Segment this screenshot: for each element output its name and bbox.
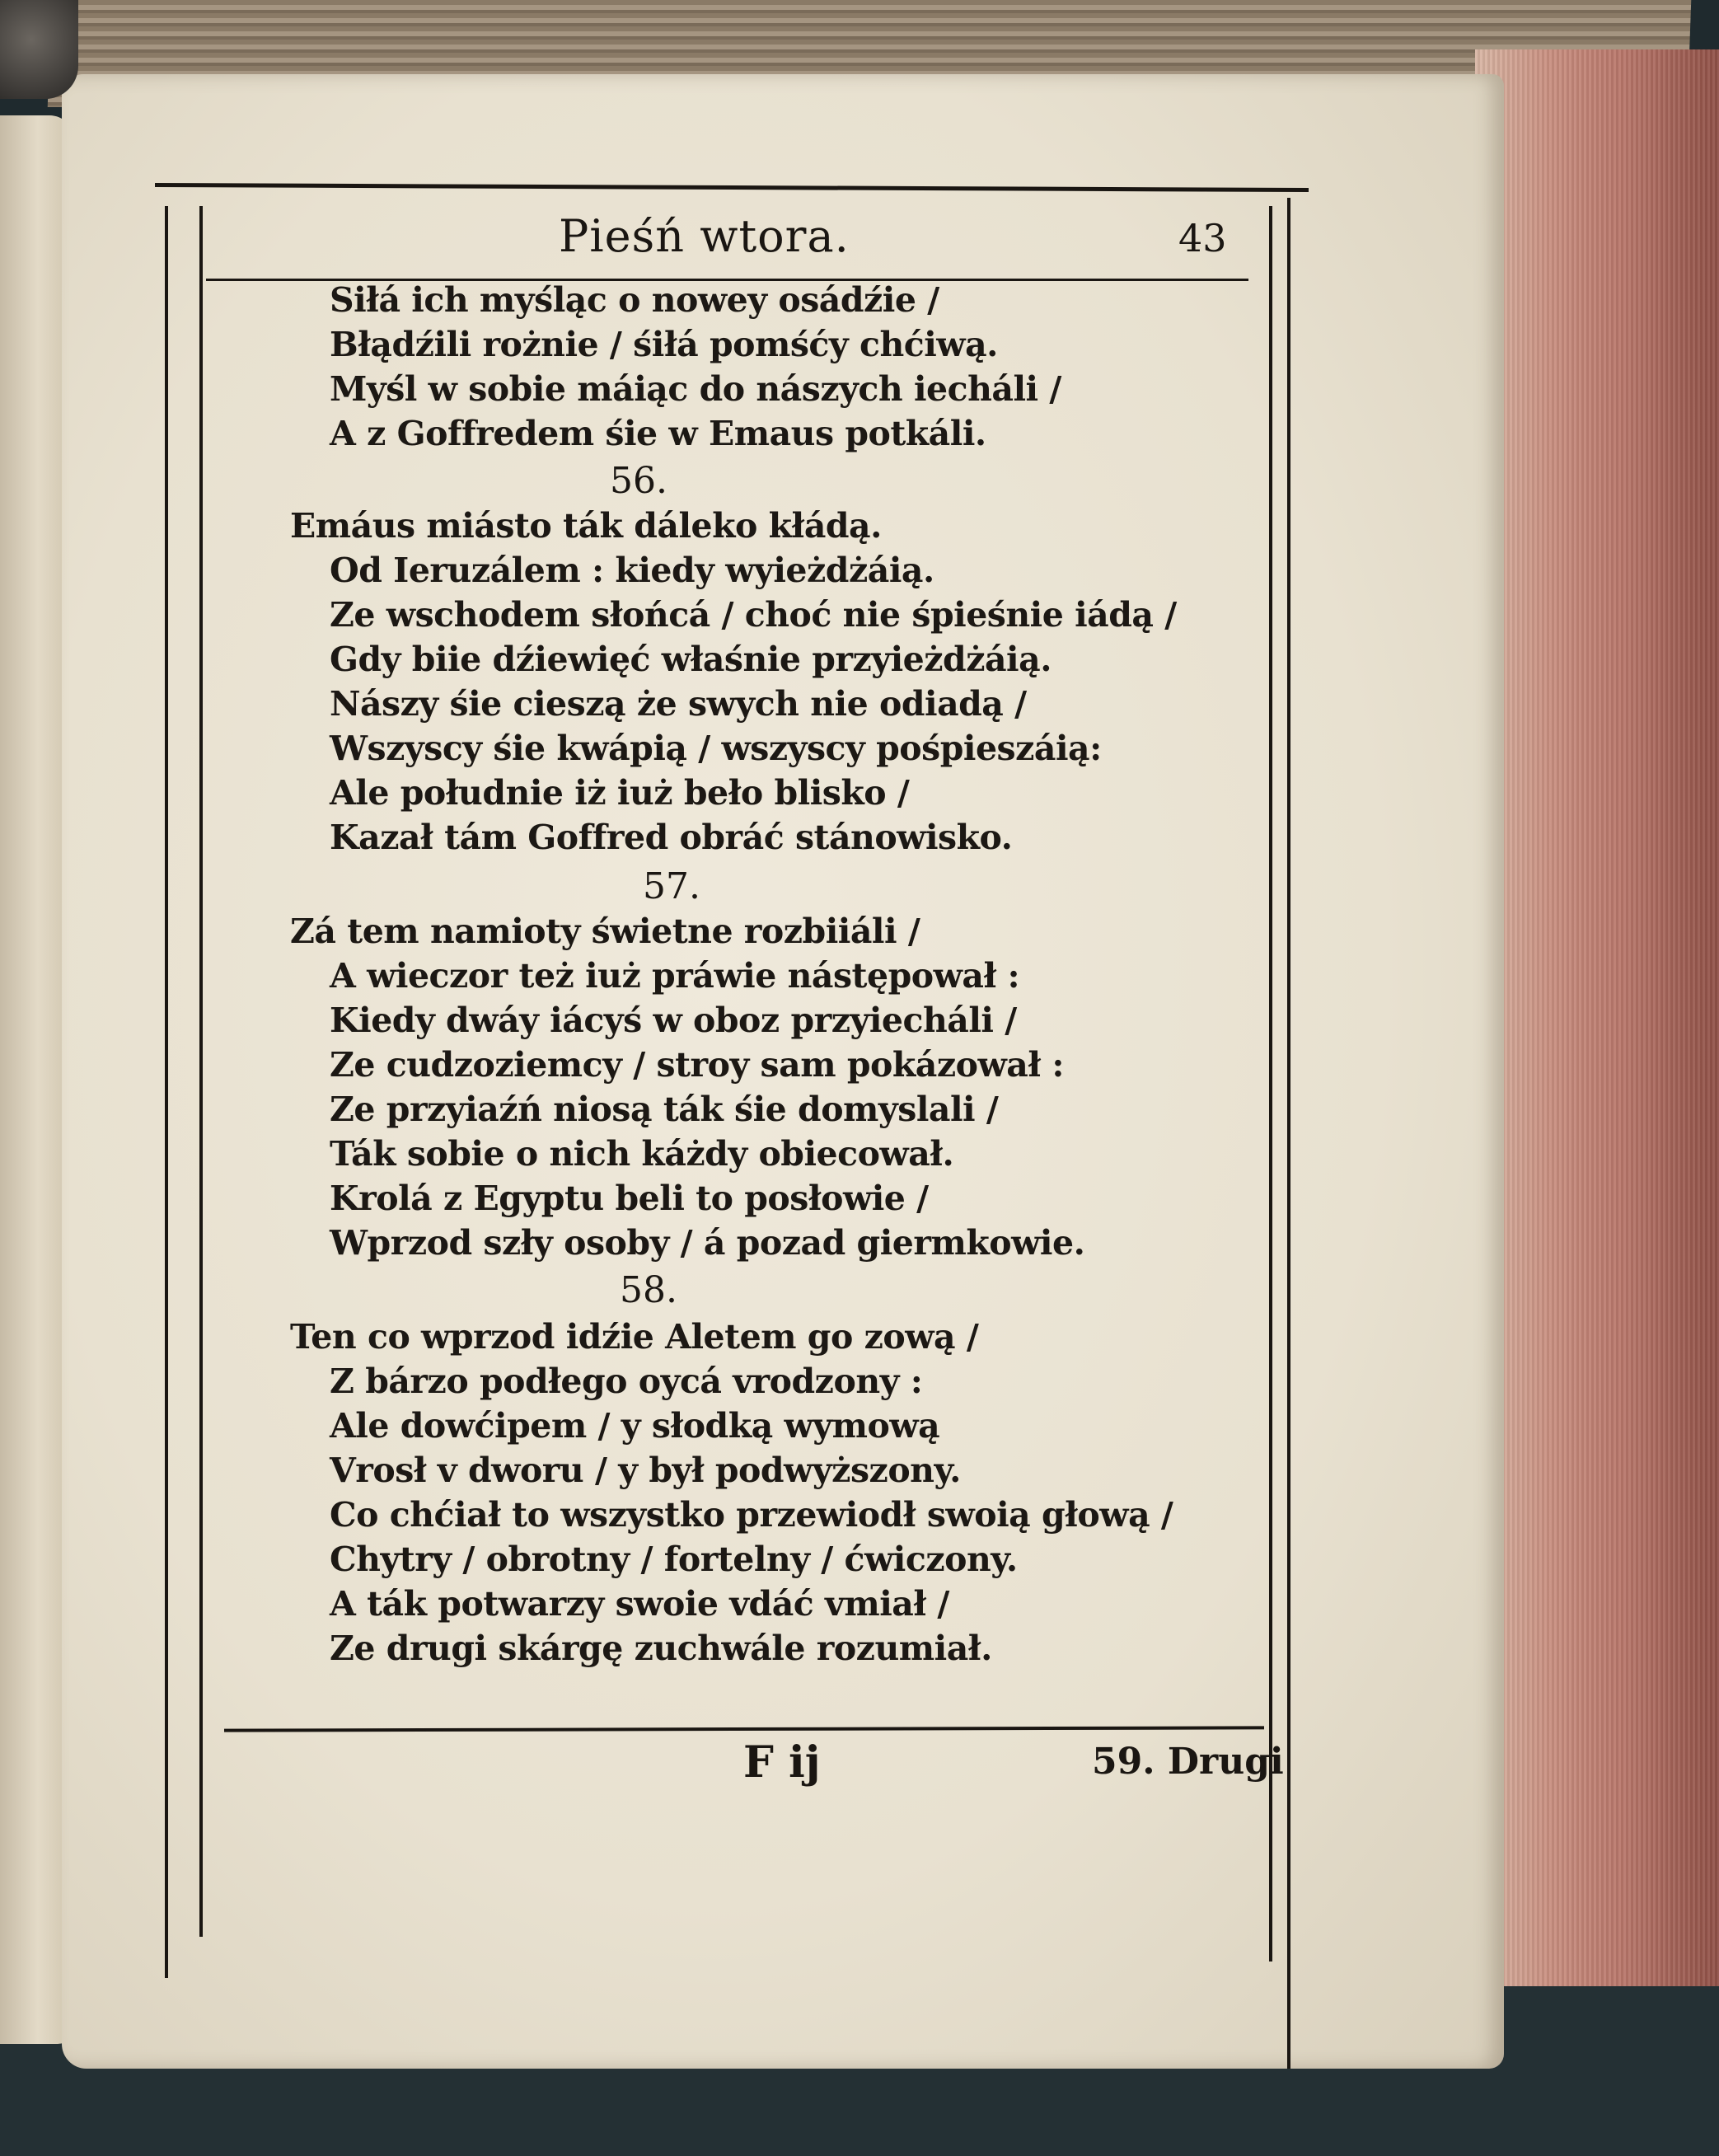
verse-line: Błądźili rożnie / śiłá pomśćy chćiwą.	[330, 325, 998, 364]
verse-line: Myśl w sobie máiąc do nászych iecháli /	[330, 369, 1061, 409]
verse-line: Ten co wprzod idźie Aletem go zową /	[290, 1317, 979, 1357]
verse-line: A ták potwarzy swoie vdáć vmiał /	[330, 1584, 949, 1624]
page-number: 43	[1178, 216, 1227, 260]
running-title: Pieśń wtora.	[559, 210, 850, 262]
stanza-number: 58.	[620, 1269, 677, 1311]
verse-line: Emáus miásto ták dáleko kłádą.	[290, 506, 882, 546]
frame-rule-right-inner	[1269, 206, 1272, 1961]
stanza-number: 56.	[610, 460, 667, 502]
verse-line: Ale południe iż iuż beło blisko /	[330, 773, 910, 813]
verse-line: A z Goffredem śie w Emaus potkáli.	[330, 414, 986, 453]
verse-line: Od Ieruzálem : kiedy wyieżdżáią.	[330, 551, 934, 590]
verse-line: Chytry / obrotny / fortelny / ćwiczony.	[330, 1540, 1018, 1579]
verse-line: Kazał tám Goffred obráć stánowisko.	[330, 818, 1013, 857]
verse-line: Ták sobie o nich káżdy obiecował.	[330, 1134, 954, 1174]
verse-line: Ze przyiaźń niosą ták śie domyslali /	[330, 1090, 999, 1129]
page-stack-fore-edge	[1475, 49, 1719, 1986]
frame-rule-left-inner	[199, 206, 203, 1937]
verse-line: Z bárzo podłego oycá vrodzony :	[330, 1362, 923, 1401]
verse-line: Nászy śie cieszą że swych nie odiadą /	[330, 684, 1027, 724]
stanza-number: 57.	[643, 865, 700, 907]
verse-line: Vrosł v dworu / y był podwyższony.	[330, 1451, 961, 1490]
verse-line: Wprzod szły osoby / á pozad giermkowie.	[330, 1223, 1085, 1263]
verse-line: Gdy biie dźiewięć właśnie przyieżdżáią.	[330, 640, 1052, 679]
verse-line: Zá tem namioty świetne rozbiiáli /	[290, 912, 920, 951]
verse-line: Wszyscy śie kwápią / wszyscy pośpieszáią:	[330, 729, 1102, 768]
verse-line: Ze wschodem słońcá / choć nie śpieśnie iádą /	[330, 595, 1177, 635]
signature-mark: F ij	[743, 1737, 821, 1788]
verse-line: Kiedy dwáy iácyś w oboz przyiecháli /	[330, 1001, 1017, 1040]
binding-clasp	[0, 0, 78, 99]
verse-line: Ale dowćipem / y słodką wymową	[330, 1406, 940, 1446]
frame-rule-right-outer	[1287, 198, 1290, 2069]
catchword: 59. Drugi	[1092, 1741, 1284, 1783]
verse-line: Krolá z Egyptu beli to posłowie /	[330, 1179, 929, 1218]
verse-line: A wieczor też iuż práwie nástępował :	[330, 956, 1020, 996]
verse-line: Ze drugi skárgę zuchwále rozumiał.	[330, 1629, 992, 1668]
verse-line: Co chćiał to wszystko przewiodł swoią głową /	[330, 1495, 1173, 1535]
verse-line: Ze cudzoziemcy / stroy sam pokázował :	[330, 1045, 1065, 1085]
frame-rule-left-outer	[165, 206, 168, 1978]
verse-line: Siłá ich myśląc o nowey osádźie /	[330, 280, 939, 320]
